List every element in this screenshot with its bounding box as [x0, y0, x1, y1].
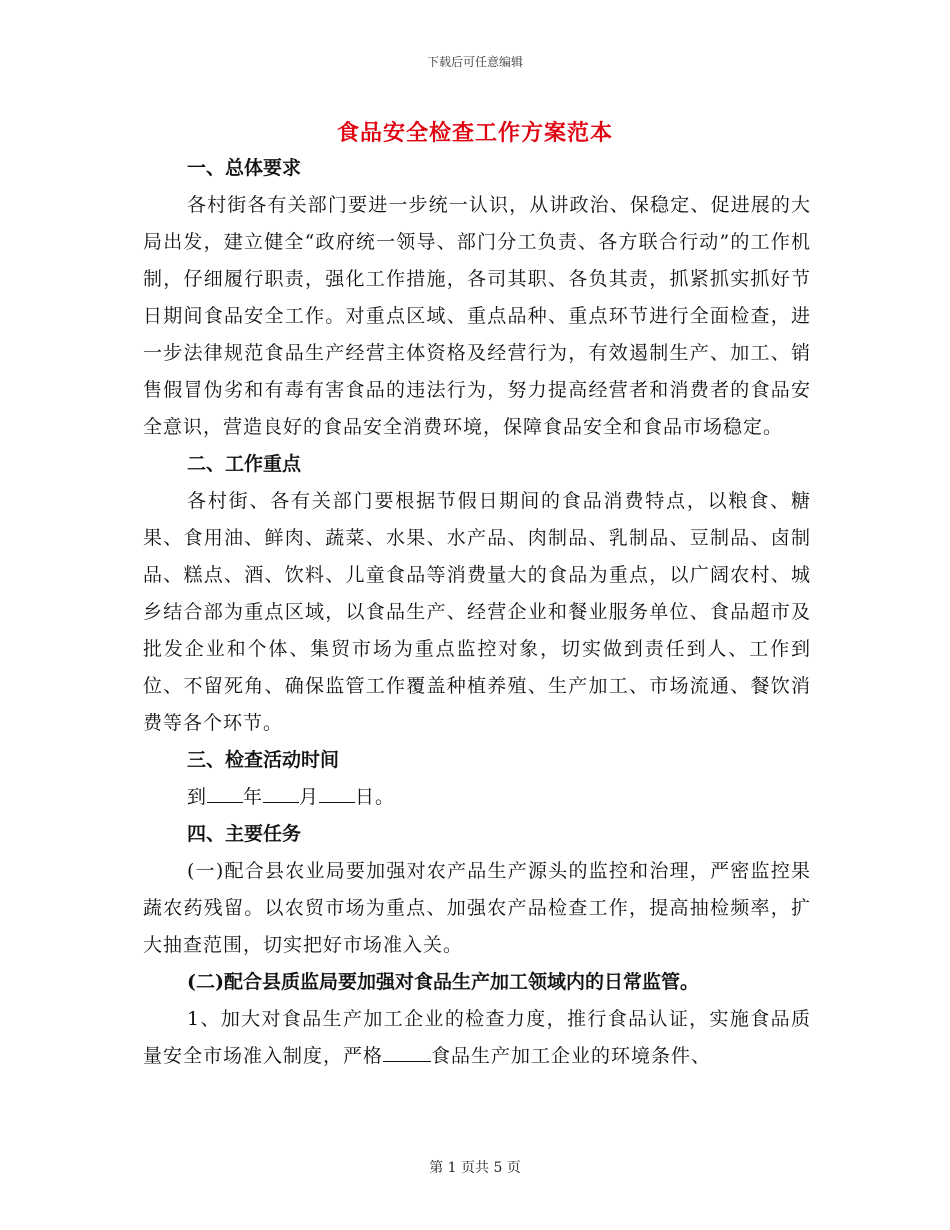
section-heading-4: 四、主要任务: [187, 823, 302, 845]
section-4-paragraph-2: (二)配合县质监局要加强对食品生产加工领域内的日常监管。: [187, 971, 699, 993]
date-prefix: 到: [187, 786, 208, 808]
section-2-paragraph: 各村街、各有关部门要根据节假日期间的食品消费特点，以粮食、糖果、食用油、鲜肉、蔬菜、水果、水产品、肉制品、乳制品、豆制品、卤制品、糕点、酒、饮料、儿童食品等消费量大的食品为重点，以广阔农村、城乡结合部为重点区域，以食品生产、经营企业和餐业服务单位、食品超市及批发企业和个体、集贸市场为重点监控对象，切实做到责任到人、工作到位、不留死角、确保监管工作覆盖种植养殖、生产加工、市场流通、餐饮消费等各个环节。: [143, 490, 811, 734]
year-label: 年: [243, 786, 264, 808]
paragraph-3-part-b: 食品生产加工企业的环境条件、: [431, 1045, 712, 1067]
section-1-paragraph: 各村街各有关部门要进一步统一认识，从讲政治、保稳定、促进展的大局出发，建立健全“政府统一领导、部门分工负责、各方联合行动”的工作机制，仔细履行职责，强化工作措施，各司其职、各负其责，抓紧抓实抓好节日期间食品安全工作。对重点区域、重点品种、重点环节进行全面检查，进一步法律规范食品生产经营主体资格及经营行为，有效遏制生产、加工、销售假冒伪劣和有毒有害食品的违法行为，努力提高经营者和消费者的食品安全意识，营造良好的食品安全消费环境，保障食品安全和食品市场稳定。: [143, 194, 811, 438]
section-heading-3: 三、检查活动时间: [187, 749, 340, 771]
year-blank: [207, 782, 243, 803]
header-note: 下载后可任意编辑: [426, 55, 523, 69]
page-footer: 第 1 页共 5 页: [429, 1160, 521, 1176]
blank-fill: [383, 1041, 431, 1062]
month-blank: [263, 782, 299, 803]
section-heading-2: 二、工作重点: [187, 453, 302, 475]
section-heading-1: 一、总体要求: [187, 157, 302, 179]
section-4-paragraph-3: [143, 1001, 811, 1075]
paragraph-3-part-a: 1、加大对食品生产加工企业的检查力度，推行食品认证，实施食品质量安全市场准入制度，严格: [143, 1008, 811, 1067]
document-title: 食品安全检查工作方案范本: [336, 120, 613, 146]
day-blank: [319, 782, 355, 803]
section-3-date-line: [143, 779, 811, 816]
section-4-paragraph-1: (一)配合县农业局要加强对农产品生产源头的监控和治理，严密监控果蔬农药残留。以农贸市场为重点、加强农产品检查工作，提高抽检频率，扩大抽查范围，切实把好市场准入关。: [143, 860, 811, 956]
document-body: [143, 150, 811, 1075]
month-label: 月: [299, 786, 320, 808]
day-label: 日。: [355, 786, 396, 808]
